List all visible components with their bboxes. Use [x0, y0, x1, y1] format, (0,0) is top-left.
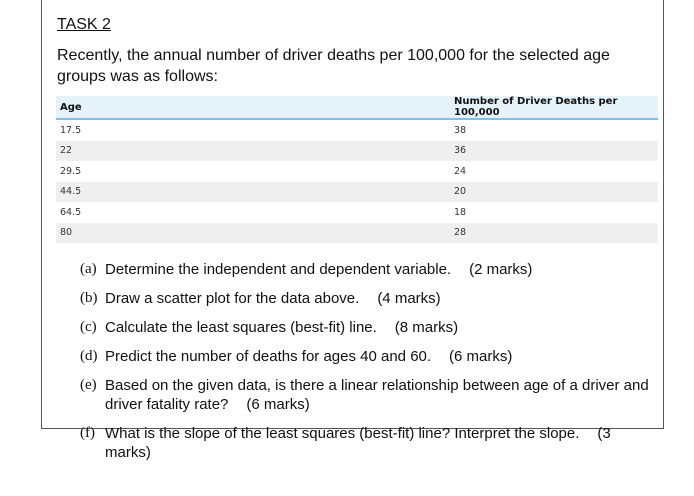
deaths-cell: 36: [450, 141, 658, 162]
deaths-cell: 20: [450, 182, 658, 203]
question-letter: (f): [80, 425, 95, 441]
question-marks: (3 marks): [105, 425, 611, 461]
table-row: [56, 223, 658, 244]
question-letter: (d): [80, 348, 98, 364]
age-cell: 64.5: [60, 206, 82, 218]
question-letter: (e): [80, 377, 97, 393]
question-marks: (6 marks): [449, 348, 513, 365]
question-text: Calculate the least squares (best-fit) line.: [105, 319, 377, 336]
question-item-c: [80, 318, 660, 337]
question-item-a: [80, 260, 660, 279]
question-text: Determine the independent and dependent variable.: [105, 261, 452, 278]
table-row: [56, 182, 658, 203]
question-text: Based on the given data, is there a linear relationship between age of a driver and driver fatality rate?: [105, 377, 649, 413]
age-cell: 29.5: [60, 165, 82, 177]
table-row: [56, 119, 658, 141]
question-letter: (b): [80, 290, 98, 306]
question-text: Predict the number of deaths for ages 40 and 60.: [105, 348, 432, 365]
question-list: [80, 260, 660, 472]
question-item-b: [80, 289, 660, 308]
age-cell: 80: [56, 223, 450, 244]
table-row: [56, 141, 658, 162]
deaths-cell: 28: [450, 223, 658, 244]
task-title: TASK 2: [57, 16, 111, 33]
question-letter: (a): [80, 261, 97, 277]
question-marks: (6 marks): [246, 396, 310, 413]
question-letter: (c): [80, 319, 97, 335]
table-row: [56, 161, 658, 182]
table-header-row: [56, 96, 658, 119]
question-item-d: [80, 347, 660, 366]
age-cell: 17.5: [60, 124, 82, 136]
deaths-cell: 18: [454, 206, 467, 218]
question-marks: (2 marks): [469, 261, 533, 278]
column-header-deaths: Number of Driver Deaths per 100,000: [450, 96, 658, 119]
driver-deaths-table: [56, 96, 658, 243]
deaths-cell: 24: [454, 165, 467, 177]
question-item-e: [80, 376, 660, 414]
task-intro: Recently, the annual number of driver deaths per 100,000 for the selected age groups was as follows:: [57, 47, 610, 85]
question-item-f: [80, 424, 660, 462]
question-marks: (4 marks): [377, 290, 441, 307]
table-row: [56, 202, 658, 223]
age-cell: 44.5: [56, 182, 450, 203]
deaths-cell: 38: [454, 124, 467, 136]
column-header-age: Age: [56, 96, 450, 119]
age-cell: 22: [56, 141, 450, 162]
question-text: What is the slope of the least squares (best-fit) line? Interpret the slope.: [105, 425, 580, 442]
question-text: Draw a scatter plot for the data above.: [105, 290, 360, 307]
question-marks: (8 marks): [394, 319, 459, 336]
